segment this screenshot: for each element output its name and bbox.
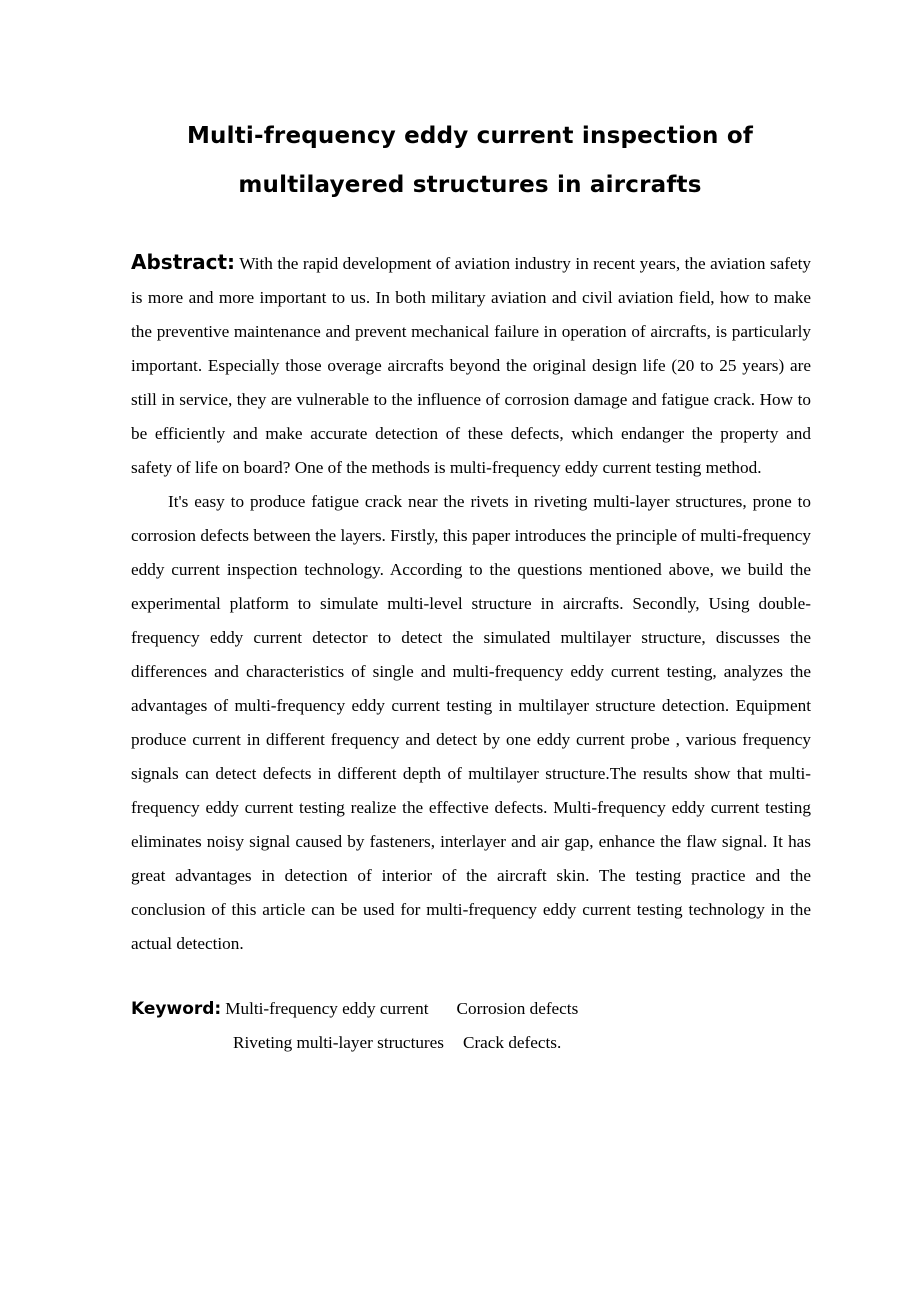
abstract-paragraph-1 bbox=[131, 245, 811, 485]
paper-title bbox=[110, 112, 830, 210]
title-line-1: Multi-frequency eddy current inspection of bbox=[186, 123, 754, 149]
abstract-label: Abstract: bbox=[131, 250, 236, 274]
abstract-section bbox=[131, 245, 811, 961]
abstract-text-1: With the rapid development of aviation industry in recent years, the aviation safety is more and more important to us. In both military aviation and civil aviation field, how to make the preventive maintenance and prevent mechanical failure in operation of aircrafts, is particularly important. Especially those overage aircrafts beyond the original design life (20 to 25 years) are still in service, they are vulnerable to the influence of corrosion damage and fatigue crack. How to be efficiently and make accurate detection of these defects, which endanger the property and safety of life on board? One of the methods is multi-frequency eddy current testing method. bbox=[131, 254, 811, 477]
keywords-label: Keyword: bbox=[131, 999, 222, 1019]
abstract-paragraph-2: It's easy to produce fatigue crack near the rivets in riveting multi-layer structures, prone to corrosion defects between the layers. Firstly, this paper introduces the principle of multi-frequency eddy current inspection technology. According to the questions mentioned above, we build the experimental platform to simulate multi-level structure in aircrafts. Secondly, Using double-frequency eddy current detector to detect the simulated multilayer structure, discusses the differences and characteristics of single and multi-frequency eddy current testing, analyzes the advantages of multi-frequency eddy current testing in multilayer structure detection. Equipment produce current in different frequency and detect by one eddy current probe , various frequency signals can detect defects in different depth of multilayer structure.The results show that multi-frequency eddy current testing realize the effective defects. Multi-frequency eddy current testing eliminates noisy signal caused by fasteners, interlayer and air gap, enhance the flaw signal. It has great advantages in detection of interior of the aircraft skin. The testing practice and the conclusion of this article can be used for multi-frequency eddy current testing technology in the actual detection. bbox=[131, 492, 811, 953]
keyword-item: Crack defects. bbox=[462, 1033, 562, 1052]
keywords-row-2 bbox=[131, 1026, 811, 1060]
keyword-item: Riveting multi-layer structures bbox=[233, 1033, 444, 1052]
keywords-row-1 bbox=[131, 992, 811, 1026]
keyword-item: Multi-frequency eddy current bbox=[225, 999, 429, 1018]
keyword-item: Corrosion defects bbox=[456, 999, 579, 1018]
keywords-section bbox=[131, 992, 811, 1060]
title-line-2: multilayered structures in aircrafts bbox=[238, 172, 702, 198]
